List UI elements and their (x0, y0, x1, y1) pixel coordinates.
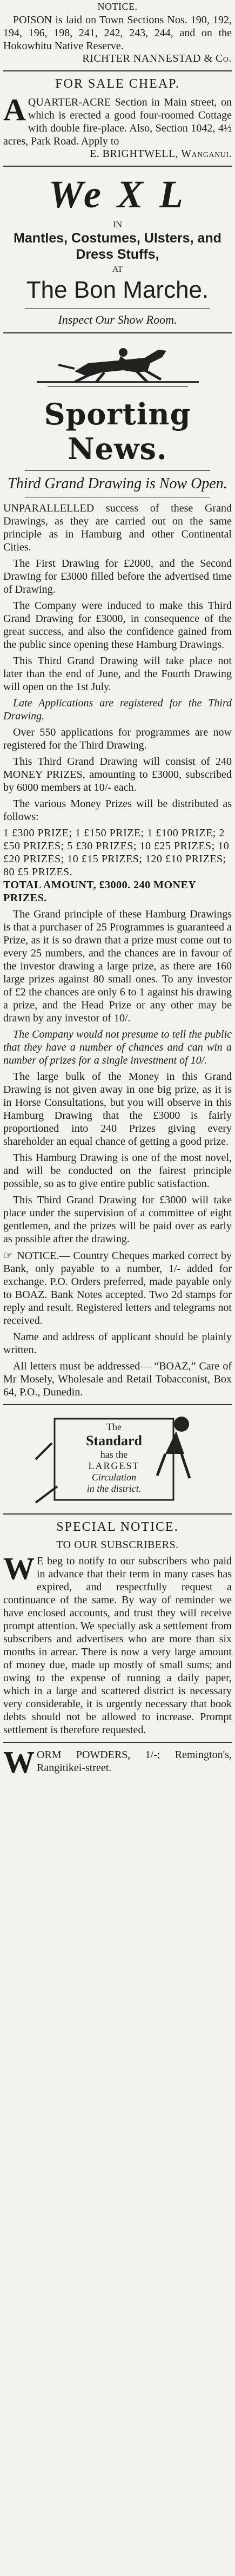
special-notice-heading: SPECIAL NOTICE. (56, 1520, 179, 1534)
sporting-paragraph: The Company would not presume to tell the public that they have a number of chances and can win a number of prizes for a single investment of 10/. (3, 1028, 232, 1066)
sporting-paragraph: The large bulk of the Money in this Grand Drawing is not given away in one big prize, as it is in Horse Consultations, but you will observe in this Hamburg Drawing that the £3000 is fairly proportioned into 240 Prizes giving every shareholder an equal chance of getting a good prize. (3, 1071, 232, 1148)
prize-line: 1 £300 PRIZE; 1 £150 PRIZE; 1 £100 PRIZE; 2 £50 PRIZES; 5 £30 PRIZES; 10 £25 PRIZES; 10 £20 PRIZES; 10 £15 PRIZES; 120 £10 PRIZES; 80 £5 PRIZES. (3, 827, 230, 878)
prize-list (3, 827, 232, 904)
sporting-paragraph: The various Money Prizes will be distributed as follows: (3, 798, 232, 823)
bon-marche-tagline: Inspect Our Show Room. (58, 313, 177, 326)
special-notice-body: E beg to notify to our subscribers who paid in advance that their term in many cases has expired, and respectfully request a continuance of the same. By way of reminder we have enclosed accounts, and trust they will receive prompt attention. We specially ask a settlement from subscribers and advertisers who are more than six months in arrear. There is now a very large amount of money due, made up mostly of small sums; and owing to the expense of running a daily paper, which in a large and scattered district is necessary very considerable, it is urgently necessary that book debts should not be allowed to increase. Prompt settlement is therefore requested. (3, 1555, 232, 1736)
sporting-paragraph: The Company were induced to make this Third Grand Drawing for £3000, in consequence of the great success, and also the confidence gained from the public since opening these Hamburg Drawings. (3, 600, 232, 651)
newspaper-column (0, 1, 235, 2576)
notice-paragraph (3, 1249, 232, 1327)
worm-powders-ad (3, 1745, 232, 1780)
standard-ad-text (55, 1421, 173, 1495)
special-notice-subheading: TO OUR SUBSCRIBERS. (56, 1539, 179, 1551)
worm-powders-dropcap: W (3, 1745, 35, 1780)
standard-line: LARGEST (88, 1460, 140, 1471)
bon-marche-store: The Bon Marche. (26, 277, 209, 303)
sporting-paragraph: This Third Grand Drawing will consist of 240 MONEY PRIZES, amounting to £3000, subscribed by 6000 members at 10/- each. (3, 756, 232, 794)
bon-marche-in: IN (113, 220, 122, 230)
sporting-news-ad (3, 339, 232, 1399)
sporting-paragraph: Late Applications are registered for the Third Drawing. (3, 697, 232, 722)
standard-line: in the district. (86, 1483, 142, 1494)
bon-marche-goods: Mantles, Costumes, Ulsters, and Dress Stuffs, (14, 231, 221, 262)
standard-name: Standard (85, 1433, 143, 1448)
sporting-paragraph: The Grand principle of these Hamburg Drawings is that a purchaser of 25 Programmes is guaranteed a Prize, as it is so drawn that a prize must come out to every 25 numbers, and the chances are in favour of the investor drawing a large prize, as there are 160 large prizes against 80 small ones. To any investor of £2 the chances are only 6 to 1 against his drawing a prize, and the Head Prize or any other may be drawn by any investor of 10/. (3, 908, 232, 1024)
standard-ad (3, 1411, 232, 1508)
sporting-paragraph: All letters must be addressed— “BOAZ,” Care of Mr Mosely, Wholesale and Retail Tobacconist, Box 64, P.O., Dunedin. (3, 1360, 232, 1398)
racehorse-illustration (37, 339, 199, 390)
notice-signature: RICHTER NANNESTAD & Co. (82, 53, 232, 64)
for-sale-dropcap: A (3, 92, 26, 127)
sporting-title: Sporting News. (44, 397, 191, 466)
special-notice-ad (3, 1520, 232, 1736)
worm-powders-body: ORM POWDERS, 1/-; Remington's, Rangitikei-street. (37, 1749, 232, 1774)
sporting-paragraph: The First Drawing for £2000, and the Second Drawing for £3000 filled before the advertised time of Drawing. (3, 558, 232, 595)
prize-total: TOTAL AMOUNT, £3000. 240 MONEY PRIZES. (3, 879, 196, 904)
bon-marche-at: AT (112, 265, 123, 274)
divider (25, 308, 210, 309)
pointing-hand-icon: ☞ (3, 1249, 17, 1262)
divider (3, 1513, 232, 1515)
divider (3, 70, 232, 71)
bon-marche-title: We X L (49, 173, 186, 216)
for-sale-signature: E. BRIGHTWELL, Wanganui. (89, 148, 232, 160)
divider (3, 332, 232, 333)
divider (3, 1404, 232, 1405)
standard-line: has the (100, 1449, 128, 1460)
for-sale-body: QUARTER-ACRE Section in Main street, on which is erected a good four-roomed Cottage with double fire-place. Also, Section 1042, 4½ acres, Park Road. Apply to (3, 96, 232, 147)
divider (3, 166, 232, 167)
divider (25, 470, 210, 471)
notice-body: POISON is laid on Town Sections Nos. 190, 192, 194, 196, 198, 241, 242, 243, 244, and on the Hokowhitu Native Reserve. (3, 14, 232, 52)
sporting-paragraph: UNPARALLELLED success of these Grand Drawings, as they are carried out on the same principle as in Hamburg and other Continental Cities. (3, 502, 232, 553)
standard-line: Circulation (91, 1472, 137, 1483)
sporting-paragraph: This Third Grand Drawing will take place not later than the end of June, and the Fourth Drawing will open on the 1st July. (3, 655, 232, 693)
sporting-paragraph: This Hamburg Drawing is one of the most novel, and will be conducted on the fairest principle possible, so as to give entire public satisfaction. (3, 1152, 232, 1190)
special-notice-dropcap: W (3, 1551, 35, 1586)
notice-ad (3, 1, 232, 65)
notice-heading: NOTICE. (97, 1, 138, 12)
bon-marche-ad (3, 172, 232, 327)
sporting-subtitle: Third Grand Drawing is Now Open. (8, 475, 227, 492)
sporting-paragraph: Name and address of applicant should be plainly written. (3, 1331, 232, 1356)
for-sale-heading: FOR SALE CHEAP. (55, 77, 180, 91)
divider (3, 1742, 232, 1743)
sporting-paragraph: Over 550 applications for programmes are now registered for the Third Drawing. (3, 726, 232, 751)
standard-line: The (106, 1421, 122, 1432)
for-sale-ad (3, 77, 232, 160)
notice-paragraph-text: NOTICE.— Country Cheques marked correct by Bank, only payable to a number, 1/- added for exchange. P.O. Orders preferred, made payable only to BOAZ. Bank Notes accepted. Two 2d stamps for reply and result. Registered letters and telegrams not received. (3, 1250, 232, 1327)
sporting-paragraph: This Third Grand Drawing for £3000 will take place under the supervision of a committee of eight gentlemen, and the prizes will be paid over as early as possible after the drawing. (3, 1194, 232, 1245)
